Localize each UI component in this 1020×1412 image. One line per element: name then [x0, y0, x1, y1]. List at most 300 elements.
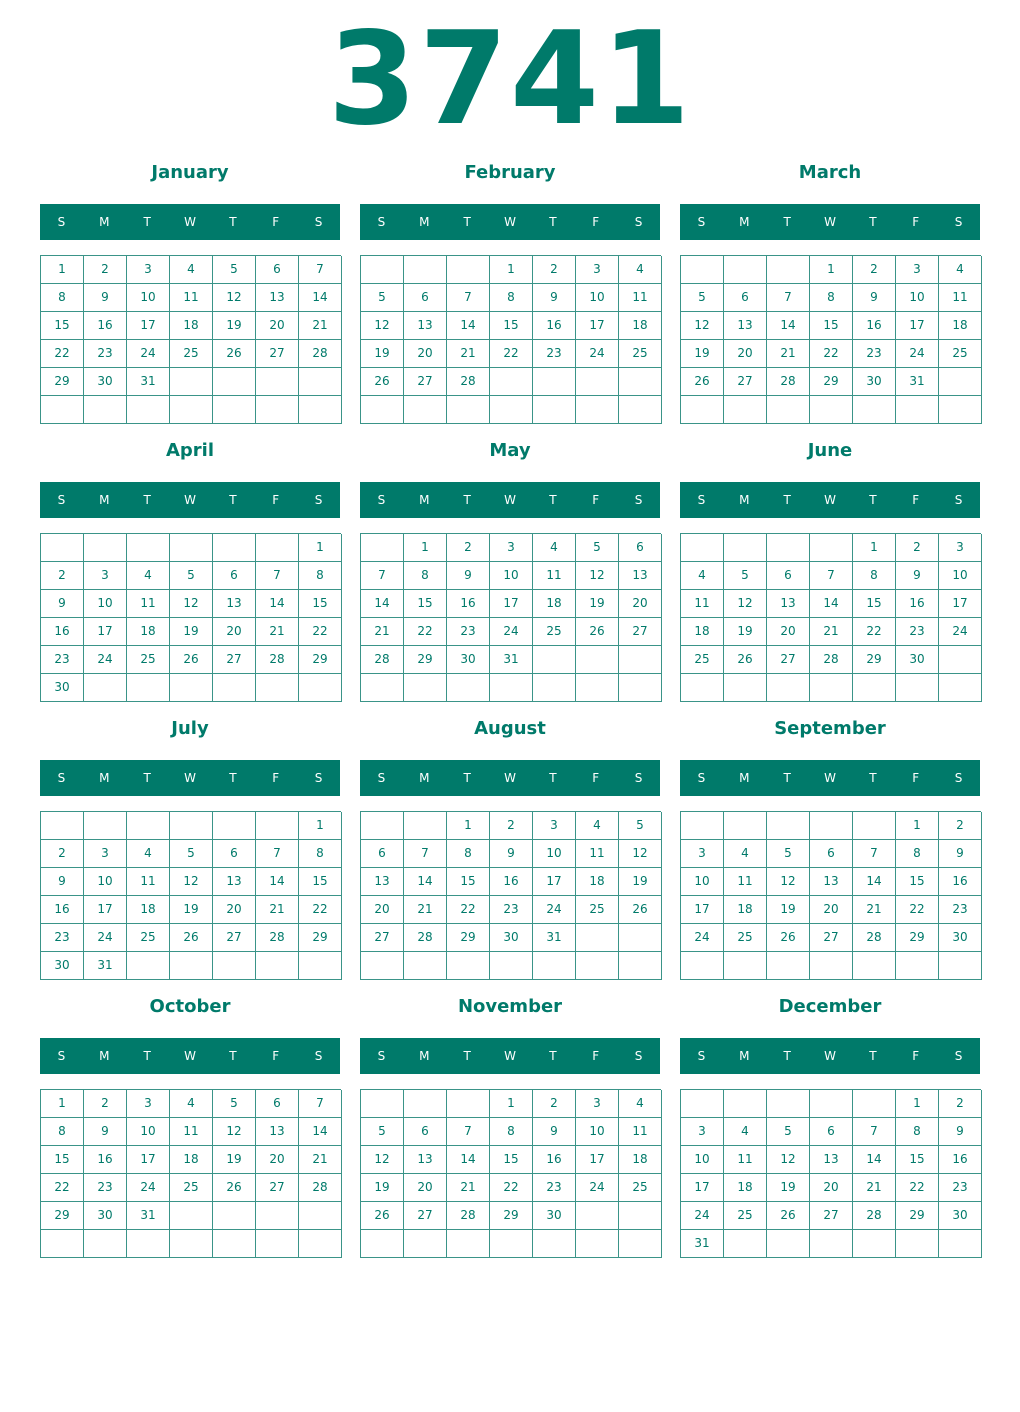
empty-cell — [533, 646, 576, 674]
day-cell: 13 — [810, 1146, 853, 1174]
day-cell: 2 — [41, 840, 84, 868]
empty-cell — [576, 646, 619, 674]
empty-cell — [213, 812, 256, 840]
day-cell: 27 — [404, 368, 447, 396]
day-cell: 11 — [724, 1146, 767, 1174]
day-cell: 1 — [896, 812, 939, 840]
day-cell: 24 — [127, 1174, 170, 1202]
empty-cell — [533, 1230, 576, 1258]
weekday-label: M — [739, 493, 750, 507]
day-cell: 6 — [256, 256, 299, 284]
day-cell: 13 — [361, 868, 404, 896]
day-cell: 16 — [939, 868, 982, 896]
day-cell: 4 — [127, 840, 170, 868]
weekday-header — [680, 760, 980, 796]
day-cell: 11 — [170, 1118, 213, 1146]
day-cell: 24 — [681, 924, 724, 952]
day-cell: 1 — [41, 1090, 84, 1118]
day-cell: 15 — [41, 312, 84, 340]
day-cell: 22 — [41, 340, 84, 368]
empty-cell — [810, 534, 853, 562]
weekday-label: T — [143, 215, 151, 229]
day-cell: 20 — [767, 618, 810, 646]
empty-cell — [619, 1230, 662, 1258]
day-cell: 4 — [619, 256, 662, 284]
day-cell: 21 — [404, 896, 447, 924]
empty-cell — [404, 952, 447, 980]
empty-cell — [767, 396, 810, 424]
empty-cell — [619, 924, 662, 952]
day-cell: 25 — [170, 340, 213, 368]
day-cell: 19 — [170, 618, 213, 646]
day-cell: 29 — [810, 368, 853, 396]
day-cell: 12 — [619, 840, 662, 868]
weekday-label: T — [143, 771, 151, 785]
empty-cell — [724, 952, 767, 980]
day-cell: 21 — [447, 340, 490, 368]
day-cell: 22 — [299, 896, 342, 924]
day-cell: 3 — [896, 256, 939, 284]
weekday-label: W — [184, 771, 196, 785]
weekday-label: T — [143, 1049, 151, 1063]
day-cell: 2 — [84, 256, 127, 284]
day-cell: 11 — [127, 868, 170, 896]
day-cell: 8 — [896, 840, 939, 868]
day-cell: 16 — [939, 1146, 982, 1174]
empty-cell — [619, 368, 662, 396]
weekday-label: T — [229, 493, 237, 507]
day-cell: 16 — [84, 1146, 127, 1174]
empty-cell — [576, 674, 619, 702]
day-cell: 30 — [41, 952, 84, 980]
day-cell: 16 — [853, 312, 896, 340]
day-cell: 15 — [299, 590, 342, 618]
day-cell: 23 — [447, 618, 490, 646]
empty-cell — [681, 1090, 724, 1118]
day-cell: 13 — [724, 312, 767, 340]
day-cell: 11 — [724, 868, 767, 896]
day-cell: 22 — [853, 618, 896, 646]
day-cell: 17 — [127, 1146, 170, 1174]
day-cell: 31 — [127, 368, 170, 396]
weekday-label: T — [463, 215, 471, 229]
weekday-label: W — [504, 771, 516, 785]
day-cell: 9 — [84, 284, 127, 312]
day-cell: 4 — [939, 256, 982, 284]
empty-cell — [853, 396, 896, 424]
empty-cell — [810, 396, 853, 424]
empty-cell — [619, 396, 662, 424]
day-cell: 7 — [299, 1090, 342, 1118]
empty-cell — [256, 396, 299, 424]
empty-cell — [299, 952, 342, 980]
day-cell: 14 — [853, 1146, 896, 1174]
weekday-label: T — [229, 771, 237, 785]
empty-cell — [170, 534, 213, 562]
weekday-label: M — [99, 493, 110, 507]
day-cell: 26 — [767, 924, 810, 952]
empty-cell — [767, 534, 810, 562]
day-cell: 15 — [490, 1146, 533, 1174]
empty-cell — [170, 1202, 213, 1230]
day-cell: 20 — [724, 340, 767, 368]
day-cell: 1 — [490, 256, 533, 284]
day-cell: 22 — [299, 618, 342, 646]
day-cell: 19 — [361, 1174, 404, 1202]
weekday-header — [360, 204, 660, 240]
day-cell: 9 — [447, 562, 490, 590]
day-cell: 17 — [127, 312, 170, 340]
day-cell: 10 — [681, 868, 724, 896]
empty-cell — [84, 812, 127, 840]
empty-cell — [256, 952, 299, 980]
day-cell: 13 — [256, 1118, 299, 1146]
day-grid — [40, 811, 341, 980]
weekday-label: F — [912, 771, 920, 785]
weekday-label: S — [697, 1049, 706, 1063]
weekday-label: M — [739, 1049, 750, 1063]
empty-cell — [619, 674, 662, 702]
day-cell: 23 — [939, 1174, 982, 1202]
weekday-label: S — [314, 493, 323, 507]
day-cell: 16 — [447, 590, 490, 618]
empty-cell — [41, 812, 84, 840]
day-cell: 17 — [576, 312, 619, 340]
empty-cell — [853, 674, 896, 702]
empty-cell — [361, 952, 404, 980]
day-cell: 25 — [724, 924, 767, 952]
day-cell: 10 — [896, 284, 939, 312]
day-cell: 11 — [170, 284, 213, 312]
empty-cell — [724, 396, 767, 424]
day-cell: 3 — [576, 256, 619, 284]
empty-cell — [681, 534, 724, 562]
empty-cell — [127, 396, 170, 424]
empty-cell — [853, 1230, 896, 1258]
day-grid — [40, 1089, 341, 1258]
day-cell: 16 — [41, 618, 84, 646]
day-cell: 8 — [490, 284, 533, 312]
day-cell: 23 — [84, 1174, 127, 1202]
weekday-header — [40, 1038, 340, 1074]
day-cell: 16 — [41, 896, 84, 924]
empty-cell — [84, 674, 127, 702]
day-cell: 17 — [681, 1174, 724, 1202]
day-cell: 18 — [681, 618, 724, 646]
day-cell: 22 — [447, 896, 490, 924]
day-cell: 14 — [447, 1146, 490, 1174]
day-cell: 19 — [767, 1174, 810, 1202]
empty-cell — [576, 396, 619, 424]
weekday-label: S — [314, 771, 323, 785]
day-cell: 3 — [490, 534, 533, 562]
empty-cell — [256, 812, 299, 840]
weekday-label: W — [504, 1049, 516, 1063]
empty-cell — [619, 952, 662, 980]
day-cell: 6 — [361, 840, 404, 868]
empty-cell — [447, 674, 490, 702]
day-cell: 20 — [213, 896, 256, 924]
day-cell: 27 — [256, 340, 299, 368]
day-cell: 3 — [576, 1090, 619, 1118]
day-cell: 3 — [681, 840, 724, 868]
weekday-label: W — [184, 1049, 196, 1063]
day-cell: 28 — [853, 1202, 896, 1230]
day-cell: 16 — [490, 868, 533, 896]
day-cell: 24 — [681, 1202, 724, 1230]
day-cell: 30 — [896, 646, 939, 674]
day-cell: 19 — [361, 340, 404, 368]
empty-cell — [361, 1230, 404, 1258]
day-cell: 13 — [404, 312, 447, 340]
day-cell: 23 — [490, 896, 533, 924]
day-cell: 8 — [299, 840, 342, 868]
empty-cell — [127, 952, 170, 980]
day-cell: 26 — [213, 340, 256, 368]
day-cell: 1 — [447, 812, 490, 840]
day-cell: 8 — [404, 562, 447, 590]
day-cell: 24 — [84, 646, 127, 674]
day-cell: 17 — [84, 896, 127, 924]
empty-cell — [170, 812, 213, 840]
day-cell: 6 — [256, 1090, 299, 1118]
day-cell: 28 — [361, 646, 404, 674]
day-cell: 23 — [533, 1174, 576, 1202]
day-cell: 12 — [767, 868, 810, 896]
day-cell: 25 — [619, 340, 662, 368]
day-cell: 27 — [213, 924, 256, 952]
weekday-label: M — [99, 771, 110, 785]
day-cell: 12 — [361, 1146, 404, 1174]
day-cell: 12 — [361, 312, 404, 340]
day-cell: 11 — [533, 562, 576, 590]
empty-cell — [490, 952, 533, 980]
day-cell: 29 — [299, 646, 342, 674]
day-cell: 29 — [896, 924, 939, 952]
weekday-label: F — [272, 493, 280, 507]
day-cell: 31 — [84, 952, 127, 980]
day-cell: 14 — [299, 284, 342, 312]
empty-cell — [447, 256, 490, 284]
weekday-label: M — [419, 215, 430, 229]
empty-cell — [681, 812, 724, 840]
day-cell: 14 — [767, 312, 810, 340]
day-cell: 18 — [619, 312, 662, 340]
day-cell: 5 — [767, 1118, 810, 1146]
day-grid — [40, 533, 341, 702]
day-cell: 16 — [84, 312, 127, 340]
day-cell: 18 — [576, 868, 619, 896]
empty-cell — [853, 952, 896, 980]
day-cell: 26 — [361, 368, 404, 396]
day-cell: 2 — [533, 1090, 576, 1118]
day-cell: 14 — [256, 590, 299, 618]
empty-cell — [84, 1230, 127, 1258]
day-cell: 5 — [361, 284, 404, 312]
day-cell: 10 — [576, 284, 619, 312]
day-cell: 24 — [84, 924, 127, 952]
day-cell: 9 — [84, 1118, 127, 1146]
empty-cell — [213, 396, 256, 424]
weekday-label: S — [57, 493, 66, 507]
weekday-label: T — [869, 493, 877, 507]
weekday-label: S — [314, 215, 323, 229]
month-title: December — [778, 996, 882, 1017]
day-cell: 14 — [810, 590, 853, 618]
day-cell: 10 — [681, 1146, 724, 1174]
weekday-header — [680, 1038, 980, 1074]
day-cell: 7 — [404, 840, 447, 868]
empty-cell — [404, 396, 447, 424]
year-title: 3741 — [327, 5, 693, 154]
day-cell: 25 — [533, 618, 576, 646]
weekday-label: S — [697, 771, 706, 785]
day-cell: 23 — [41, 646, 84, 674]
month-title: March — [798, 162, 862, 183]
day-cell: 29 — [404, 646, 447, 674]
day-cell: 25 — [127, 646, 170, 674]
day-cell: 4 — [724, 1118, 767, 1146]
day-cell: 5 — [724, 562, 767, 590]
weekday-header — [360, 760, 660, 796]
day-cell: 8 — [896, 1118, 939, 1146]
weekday-label: T — [549, 1049, 557, 1063]
day-cell: 30 — [490, 924, 533, 952]
empty-cell — [447, 396, 490, 424]
day-cell: 29 — [41, 368, 84, 396]
day-cell: 27 — [810, 1202, 853, 1230]
empty-cell — [533, 396, 576, 424]
day-cell: 28 — [256, 646, 299, 674]
empty-cell — [256, 1202, 299, 1230]
day-cell: 29 — [490, 1202, 533, 1230]
day-cell: 4 — [724, 840, 767, 868]
day-cell: 8 — [299, 562, 342, 590]
weekday-label: M — [419, 493, 430, 507]
day-cell: 21 — [361, 618, 404, 646]
empty-cell — [213, 1230, 256, 1258]
empty-cell — [724, 1090, 767, 1118]
day-cell: 7 — [853, 1118, 896, 1146]
day-cell: 6 — [404, 284, 447, 312]
day-cell: 29 — [447, 924, 490, 952]
weekday-label: S — [377, 215, 386, 229]
weekday-label: S — [57, 1049, 66, 1063]
weekday-label: S — [377, 1049, 386, 1063]
empty-cell — [256, 674, 299, 702]
empty-cell — [84, 534, 127, 562]
empty-cell — [361, 1090, 404, 1118]
day-cell: 24 — [533, 896, 576, 924]
day-cell: 28 — [853, 924, 896, 952]
empty-cell — [853, 812, 896, 840]
day-cell: 30 — [939, 924, 982, 952]
day-cell: 26 — [681, 368, 724, 396]
day-cell: 8 — [490, 1118, 533, 1146]
day-grid — [360, 1089, 661, 1258]
day-cell: 26 — [361, 1202, 404, 1230]
empty-cell — [896, 1230, 939, 1258]
day-cell: 10 — [84, 868, 127, 896]
day-cell: 5 — [619, 812, 662, 840]
day-cell: 13 — [213, 868, 256, 896]
day-cell: 3 — [84, 840, 127, 868]
empty-cell — [41, 396, 84, 424]
day-cell: 28 — [810, 646, 853, 674]
empty-cell — [361, 812, 404, 840]
day-cell: 23 — [533, 340, 576, 368]
weekday-label: M — [99, 215, 110, 229]
day-cell: 12 — [767, 1146, 810, 1174]
day-cell: 1 — [810, 256, 853, 284]
day-cell: 19 — [213, 312, 256, 340]
day-cell: 12 — [213, 284, 256, 312]
empty-cell — [299, 396, 342, 424]
empty-cell — [724, 674, 767, 702]
day-cell: 6 — [213, 562, 256, 590]
month-title: February — [464, 162, 556, 183]
empty-cell — [404, 674, 447, 702]
empty-cell — [767, 812, 810, 840]
day-cell: 14 — [361, 590, 404, 618]
day-cell: 19 — [619, 868, 662, 896]
day-cell: 14 — [853, 868, 896, 896]
day-cell: 24 — [576, 1174, 619, 1202]
weekday-label: T — [783, 215, 791, 229]
empty-cell — [490, 368, 533, 396]
day-cell: 28 — [447, 368, 490, 396]
day-cell: 23 — [853, 340, 896, 368]
day-cell: 6 — [404, 1118, 447, 1146]
day-cell: 30 — [853, 368, 896, 396]
weekday-label: W — [184, 215, 196, 229]
day-cell: 3 — [939, 534, 982, 562]
weekday-label: T — [869, 771, 877, 785]
day-cell: 24 — [576, 340, 619, 368]
weekday-header — [680, 482, 980, 518]
day-cell: 17 — [939, 590, 982, 618]
weekday-label: M — [419, 1049, 430, 1063]
weekday-label: S — [697, 215, 706, 229]
day-cell: 9 — [939, 840, 982, 868]
day-cell: 4 — [533, 534, 576, 562]
day-cell: 13 — [256, 284, 299, 312]
weekday-label: T — [463, 771, 471, 785]
day-cell: 26 — [576, 618, 619, 646]
day-cell: 21 — [767, 340, 810, 368]
day-cell: 18 — [170, 1146, 213, 1174]
empty-cell — [127, 1230, 170, 1258]
weekday-label: S — [634, 1049, 643, 1063]
empty-cell — [361, 256, 404, 284]
day-cell: 7 — [767, 284, 810, 312]
day-cell: 13 — [619, 562, 662, 590]
empty-cell — [939, 674, 982, 702]
empty-cell — [767, 674, 810, 702]
day-cell: 10 — [127, 1118, 170, 1146]
day-cell: 22 — [490, 1174, 533, 1202]
weekday-label: T — [783, 771, 791, 785]
day-cell: 26 — [213, 1174, 256, 1202]
weekday-label: M — [739, 215, 750, 229]
day-cell: 20 — [619, 590, 662, 618]
day-cell: 21 — [299, 312, 342, 340]
day-cell: 24 — [896, 340, 939, 368]
day-cell: 9 — [896, 562, 939, 590]
day-cell: 2 — [939, 812, 982, 840]
weekday-label: S — [634, 493, 643, 507]
weekday-label: F — [592, 215, 600, 229]
